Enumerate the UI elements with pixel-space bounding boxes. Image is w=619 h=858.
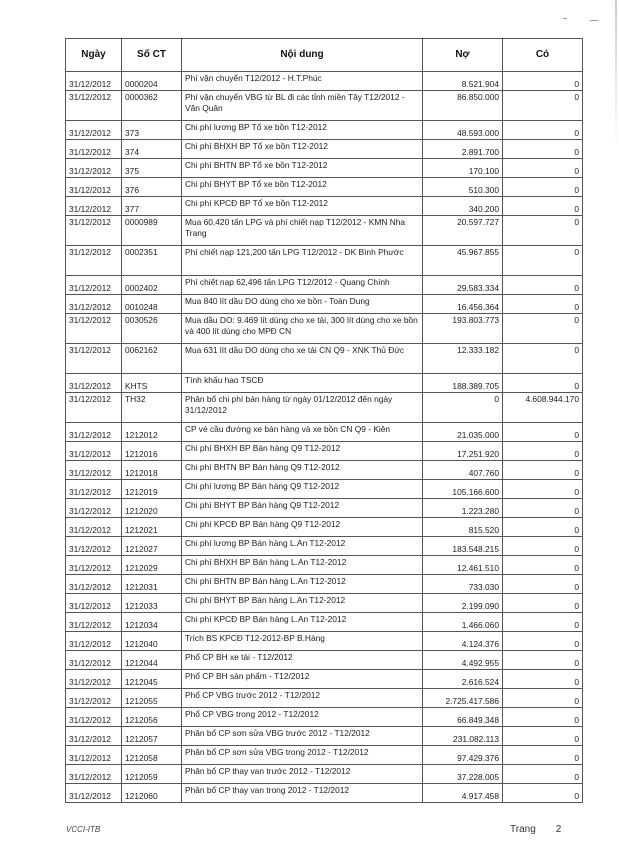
- entry-description: Chi phí BHXH BP Bán hàng L.An T12-2012: [182, 556, 423, 575]
- credit-amount: 0: [503, 159, 583, 178]
- entry-description: Phân bổ chi phí bán hàng từ ngày 01/12/2012 đến ngày 31/12/2012: [182, 393, 423, 423]
- ledger-row: [66, 518, 583, 537]
- voucher-number: 1212034: [122, 613, 182, 632]
- entry-description: Chi phí KPCĐ BP Bán hàng Q9 T12-2012: [182, 518, 423, 537]
- debit-amount: 1.223.280: [423, 499, 503, 518]
- voucher-number: 1212031: [122, 575, 182, 594]
- credit-amount: 0: [503, 344, 583, 374]
- credit-amount: 0: [503, 442, 583, 461]
- entry-date: 31/12/2012: [66, 784, 122, 803]
- credit-amount: 0: [503, 746, 583, 765]
- voucher-number: 1212033: [122, 594, 182, 613]
- debit-amount: 20.597.727: [423, 216, 503, 246]
- debit-amount: 21.035.000: [423, 423, 503, 442]
- debit-amount: 170.100: [423, 159, 503, 178]
- entry-description: Chi phí lương BP Tổ xe bồn T12-2012: [182, 121, 423, 140]
- entry-date: 31/12/2012: [66, 689, 122, 708]
- entry-description: Tính khấu hao TSCĐ: [182, 374, 423, 393]
- voucher-number: 1212045: [122, 670, 182, 689]
- voucher-number: 1212044: [122, 651, 182, 670]
- credit-amount: 0: [503, 556, 583, 575]
- ledger-row: [66, 727, 583, 746]
- credit-amount: 0: [503, 423, 583, 442]
- entry-date: 31/12/2012: [66, 140, 122, 159]
- entry-date: 31/12/2012: [66, 727, 122, 746]
- voucher-number: 0010248: [122, 295, 182, 314]
- entry-description: Phổ CP BH xe tải - T12/2012: [182, 651, 423, 670]
- voucher-number: 1212060: [122, 784, 182, 803]
- ledger-row: [66, 594, 583, 613]
- entry-date: 31/12/2012: [66, 518, 122, 537]
- entry-description: Mua 60,420 tấn LPG và phí chiết nạp T12/2012 - KMN Nha Trang: [182, 216, 423, 246]
- entry-date: 31/12/2012: [66, 246, 122, 276]
- debit-amount: 1.466.060: [423, 613, 503, 632]
- column-header-code: Số CT: [122, 39, 182, 72]
- entry-description: Chi phí BHYT BP Tổ xe bồn T12-2012: [182, 178, 423, 197]
- entry-description: Phí vận chuyển VBG từ BL đi các tỉnh miền Tây T12/2012 - Văn Quân: [182, 91, 423, 121]
- entry-description: Phân bổ CP sơn sửa VBG trước 2012 - T12/2012: [182, 727, 423, 746]
- entry-date: 31/12/2012: [66, 374, 122, 393]
- voucher-number: 1212018: [122, 461, 182, 480]
- credit-amount: 0: [503, 651, 583, 670]
- credit-amount: 0: [503, 121, 583, 140]
- ledger-row: [66, 461, 583, 480]
- credit-amount: 0: [503, 72, 583, 91]
- voucher-number: 1212059: [122, 765, 182, 784]
- ledger-row: [66, 246, 583, 276]
- credit-amount: 0: [503, 246, 583, 276]
- entry-date: 31/12/2012: [66, 746, 122, 765]
- voucher-number: 1212029: [122, 556, 182, 575]
- debit-amount: 48.593.000: [423, 121, 503, 140]
- voucher-number: 0000989: [122, 216, 182, 246]
- ledger-row: [66, 423, 583, 442]
- ledger-row: [66, 140, 583, 159]
- credit-amount: 0: [503, 178, 583, 197]
- entry-description: Chi phí lương BP Bán hàng Q9 T12-2012: [182, 480, 423, 499]
- credit-amount: 0: [503, 480, 583, 499]
- ledger-row: [66, 295, 583, 314]
- credit-amount: 0: [503, 613, 583, 632]
- entry-description: Phổ CP VBG trước 2012 - T12/2012: [182, 689, 423, 708]
- ledger-row: [66, 537, 583, 556]
- debit-amount: 2.891.700: [423, 140, 503, 159]
- credit-amount: 4.608.944.170: [503, 393, 583, 423]
- ledger-row: [66, 393, 583, 423]
- debit-amount: 4.492.955: [423, 651, 503, 670]
- debit-amount: 510.300: [423, 178, 503, 197]
- entry-description: Chi phí KPCĐ BP Tổ xe bồn T12-2012: [182, 197, 423, 216]
- voucher-number: 373: [122, 121, 182, 140]
- entry-date: 31/12/2012: [66, 159, 122, 178]
- debit-amount: 97.429.376: [423, 746, 503, 765]
- debit-amount: 2.725.417.586: [423, 689, 503, 708]
- debit-amount: 183.548.215: [423, 537, 503, 556]
- entry-description: Mua dầu DO: 9.469 lít dùng cho xe tải, 300 lít dùng cho xe bồn và 400 lít dùng cho MPĐ CN: [182, 314, 423, 344]
- voucher-number: 377: [122, 197, 182, 216]
- entry-date: 31/12/2012: [66, 344, 122, 374]
- scan-speck: [563, 18, 567, 19]
- ledger-row: [66, 159, 583, 178]
- entry-description: Mua 631 lít dầu DO dùng cho xe tải CN Q9 - XNK Thủ Đức: [182, 344, 423, 374]
- entry-date: 31/12/2012: [66, 613, 122, 632]
- voucher-number: 0002402: [122, 276, 182, 295]
- voucher-number: 1212020: [122, 499, 182, 518]
- entry-description: Chi phí BHTN BP Bán hàng Q9 T12-2012: [182, 461, 423, 480]
- entry-date: 31/12/2012: [66, 423, 122, 442]
- entry-description: CP vé cầu đường xe bán hàng và xe bồn CN Q9 - Kiên: [182, 423, 423, 442]
- debit-amount: 815.520: [423, 518, 503, 537]
- entry-description: Chi phí BHXH BP Tổ xe bồn T12-2012: [182, 140, 423, 159]
- ledger-table: [65, 38, 583, 803]
- ledger-row: [66, 575, 583, 594]
- ledger-row: [66, 746, 583, 765]
- credit-amount: 0: [503, 374, 583, 393]
- footer-company-code: VCCI-ITB: [66, 825, 101, 834]
- debit-amount: 193.803.773: [423, 314, 503, 344]
- ledger-row: [66, 632, 583, 651]
- ledger-body: [66, 72, 583, 803]
- entry-date: 31/12/2012: [66, 216, 122, 246]
- entry-date: 31/12/2012: [66, 72, 122, 91]
- debit-amount: 188.389.705: [423, 374, 503, 393]
- debit-amount: 29.583.334: [423, 276, 503, 295]
- column-header-credit: Có: [503, 39, 583, 72]
- entry-date: 31/12/2012: [66, 276, 122, 295]
- entry-date: 31/12/2012: [66, 393, 122, 423]
- entry-date: 31/12/2012: [66, 594, 122, 613]
- voucher-number: 0002351: [122, 246, 182, 276]
- ledger-row: [66, 499, 583, 518]
- debit-amount: 37.228.005: [423, 765, 503, 784]
- ledger-row: [66, 344, 583, 374]
- ledger-row: [66, 556, 583, 575]
- entry-date: 31/12/2012: [66, 556, 122, 575]
- entry-date: 31/12/2012: [66, 91, 122, 121]
- entry-date: 31/12/2012: [66, 480, 122, 499]
- voucher-number: 1212019: [122, 480, 182, 499]
- entry-date: 31/12/2012: [66, 575, 122, 594]
- entry-description: Chi phí BHTN BP Tổ xe bồn T12-2012: [182, 159, 423, 178]
- credit-amount: 0: [503, 314, 583, 344]
- ledger-row: [66, 480, 583, 499]
- entry-description: Chi phí KPCĐ BP Bán hàng L.An T12-2012: [182, 613, 423, 632]
- column-header-date: Ngày: [66, 39, 122, 72]
- credit-amount: 0: [503, 295, 583, 314]
- debit-amount: 0: [423, 393, 503, 423]
- ledger-row: [66, 91, 583, 121]
- footer-page-indicator: [510, 824, 561, 835]
- credit-amount: 0: [503, 575, 583, 594]
- entry-date: 31/12/2012: [66, 651, 122, 670]
- debit-amount: 66.849.348: [423, 708, 503, 727]
- voucher-number: 1212021: [122, 518, 182, 537]
- ledger-row: [66, 121, 583, 140]
- credit-amount: 0: [503, 216, 583, 246]
- credit-amount: 0: [503, 670, 583, 689]
- entry-date: 31/12/2012: [66, 121, 122, 140]
- debit-amount: 12.333.182: [423, 344, 503, 374]
- entry-description: Phổ CP VBG trong 2012 - T12/2012: [182, 708, 423, 727]
- voucher-number: 375: [122, 159, 182, 178]
- ledger-row: [66, 276, 583, 295]
- credit-amount: 0: [503, 689, 583, 708]
- voucher-number: KHTS: [122, 374, 182, 393]
- credit-amount: 0: [503, 537, 583, 556]
- ledger-row: [66, 651, 583, 670]
- voucher-number: 0000204: [122, 72, 182, 91]
- debit-amount: 12.461.510: [423, 556, 503, 575]
- column-header-content: Nội dung: [182, 39, 423, 72]
- debit-amount: 8.521.904: [423, 72, 503, 91]
- voucher-number: 1212056: [122, 708, 182, 727]
- ledger-row: [66, 72, 583, 91]
- ledger-row: [66, 765, 583, 784]
- entry-date: 31/12/2012: [66, 670, 122, 689]
- scan-edge-shadow: [615, 0, 617, 150]
- page-number: 2: [555, 824, 562, 835]
- voucher-number: 1212058: [122, 746, 182, 765]
- ledger-row: [66, 689, 583, 708]
- voucher-number: 1212012: [122, 423, 182, 442]
- ledger-row: [66, 670, 583, 689]
- credit-amount: 0: [503, 518, 583, 537]
- debit-amount: 4.124.376: [423, 632, 503, 651]
- credit-amount: 0: [503, 632, 583, 651]
- debit-amount: 16.456.364: [423, 295, 503, 314]
- credit-amount: 0: [503, 594, 583, 613]
- entry-description: Phân bổ CP thay van trong 2012 - T12/2012: [182, 784, 423, 803]
- credit-amount: 0: [503, 765, 583, 784]
- entry-description: Phân bổ CP sơn sửa VBG trong 2012 - T12/2012: [182, 746, 423, 765]
- entry-date: 31/12/2012: [66, 442, 122, 461]
- voucher-number: 0062162: [122, 344, 182, 374]
- voucher-number: 0030526: [122, 314, 182, 344]
- entry-description: Chi phí BHYT BP Bán hàng Q9 T12-2012: [182, 499, 423, 518]
- ledger-row: [66, 374, 583, 393]
- entry-date: 31/12/2012: [66, 295, 122, 314]
- credit-amount: 0: [503, 197, 583, 216]
- credit-amount: 0: [503, 140, 583, 159]
- debit-amount: 407.760: [423, 461, 503, 480]
- entry-description: Phí vận chuyển T12/2012 - H.T.Phúc: [182, 72, 423, 91]
- voucher-number: 1212027: [122, 537, 182, 556]
- debit-amount: 2.199.090: [423, 594, 503, 613]
- entry-date: 31/12/2012: [66, 765, 122, 784]
- entry-date: 31/12/2012: [66, 708, 122, 727]
- debit-amount: 45.967.855: [423, 246, 503, 276]
- entry-date: 31/12/2012: [66, 632, 122, 651]
- voucher-number: TH32: [122, 393, 182, 423]
- ledger-row: [66, 613, 583, 632]
- voucher-number: 374: [122, 140, 182, 159]
- debit-amount: 340.200: [423, 197, 503, 216]
- debit-amount: 105.166.600: [423, 480, 503, 499]
- ledger-row: [66, 197, 583, 216]
- credit-amount: 0: [503, 499, 583, 518]
- debit-amount: 231.082.113: [423, 727, 503, 746]
- voucher-number: 0000362: [122, 91, 182, 121]
- scan-speck: [590, 20, 598, 21]
- ledger-row: [66, 314, 583, 344]
- credit-amount: 0: [503, 461, 583, 480]
- entry-date: 31/12/2012: [66, 178, 122, 197]
- debit-amount: 2.616.524: [423, 670, 503, 689]
- voucher-number: 376: [122, 178, 182, 197]
- entry-description: Phí chiết nạp 121,200 tấn LPG T12/2012 - DK Bình Phước: [182, 246, 423, 276]
- entry-description: Phân bổ CP thay van trước 2012 - T12/2012: [182, 765, 423, 784]
- entry-description: Chi phí BHXH BP Bán hàng Q9 T12-2012: [182, 442, 423, 461]
- entry-date: 31/12/2012: [66, 197, 122, 216]
- entry-description: Chi phí lương BP Bán hàng L.An T12-2012: [182, 537, 423, 556]
- credit-amount: 0: [503, 784, 583, 803]
- credit-amount: 0: [503, 708, 583, 727]
- voucher-number: 1212055: [122, 689, 182, 708]
- entry-date: 31/12/2012: [66, 537, 122, 556]
- debit-amount: 733.030: [423, 575, 503, 594]
- column-header-debit: Nợ: [423, 39, 503, 72]
- entry-date: 31/12/2012: [66, 314, 122, 344]
- ledger-header-row: [66, 39, 583, 72]
- voucher-number: 1212057: [122, 727, 182, 746]
- ledger-row: [66, 784, 583, 803]
- ledger-row: [66, 442, 583, 461]
- entry-description: Chi phí BHYT BP Bán hàng L.An T12-2012: [182, 594, 423, 613]
- debit-amount: 4.917.458: [423, 784, 503, 803]
- entry-description: Mua 840 lít dầu DO dùng cho xe bồn - Toàn Dung: [182, 295, 423, 314]
- credit-amount: 0: [503, 276, 583, 295]
- entry-description: Phí chiết nạp 62,496 tấn LPG T12/2012 - Quang Chính: [182, 276, 423, 295]
- entry-description: Phổ CP BH sản phẩm - T12/2012: [182, 670, 423, 689]
- entry-date: 31/12/2012: [66, 461, 122, 480]
- entry-description: Trích BS KPCĐ T12-2012-BP B.Hàng: [182, 632, 423, 651]
- ledger-row: [66, 178, 583, 197]
- credit-amount: 0: [503, 91, 583, 121]
- debit-amount: 86.850.000: [423, 91, 503, 121]
- page-label: Trang: [510, 824, 536, 835]
- voucher-number: 1212016: [122, 442, 182, 461]
- ledger-row: [66, 216, 583, 246]
- entry-date: 31/12/2012: [66, 499, 122, 518]
- entry-description: Chi phí BHTN BP Bán hàng L.An T12-2012: [182, 575, 423, 594]
- ledger-row: [66, 708, 583, 727]
- credit-amount: 0: [503, 727, 583, 746]
- voucher-number: 1212040: [122, 632, 182, 651]
- debit-amount: 17.251.920: [423, 442, 503, 461]
